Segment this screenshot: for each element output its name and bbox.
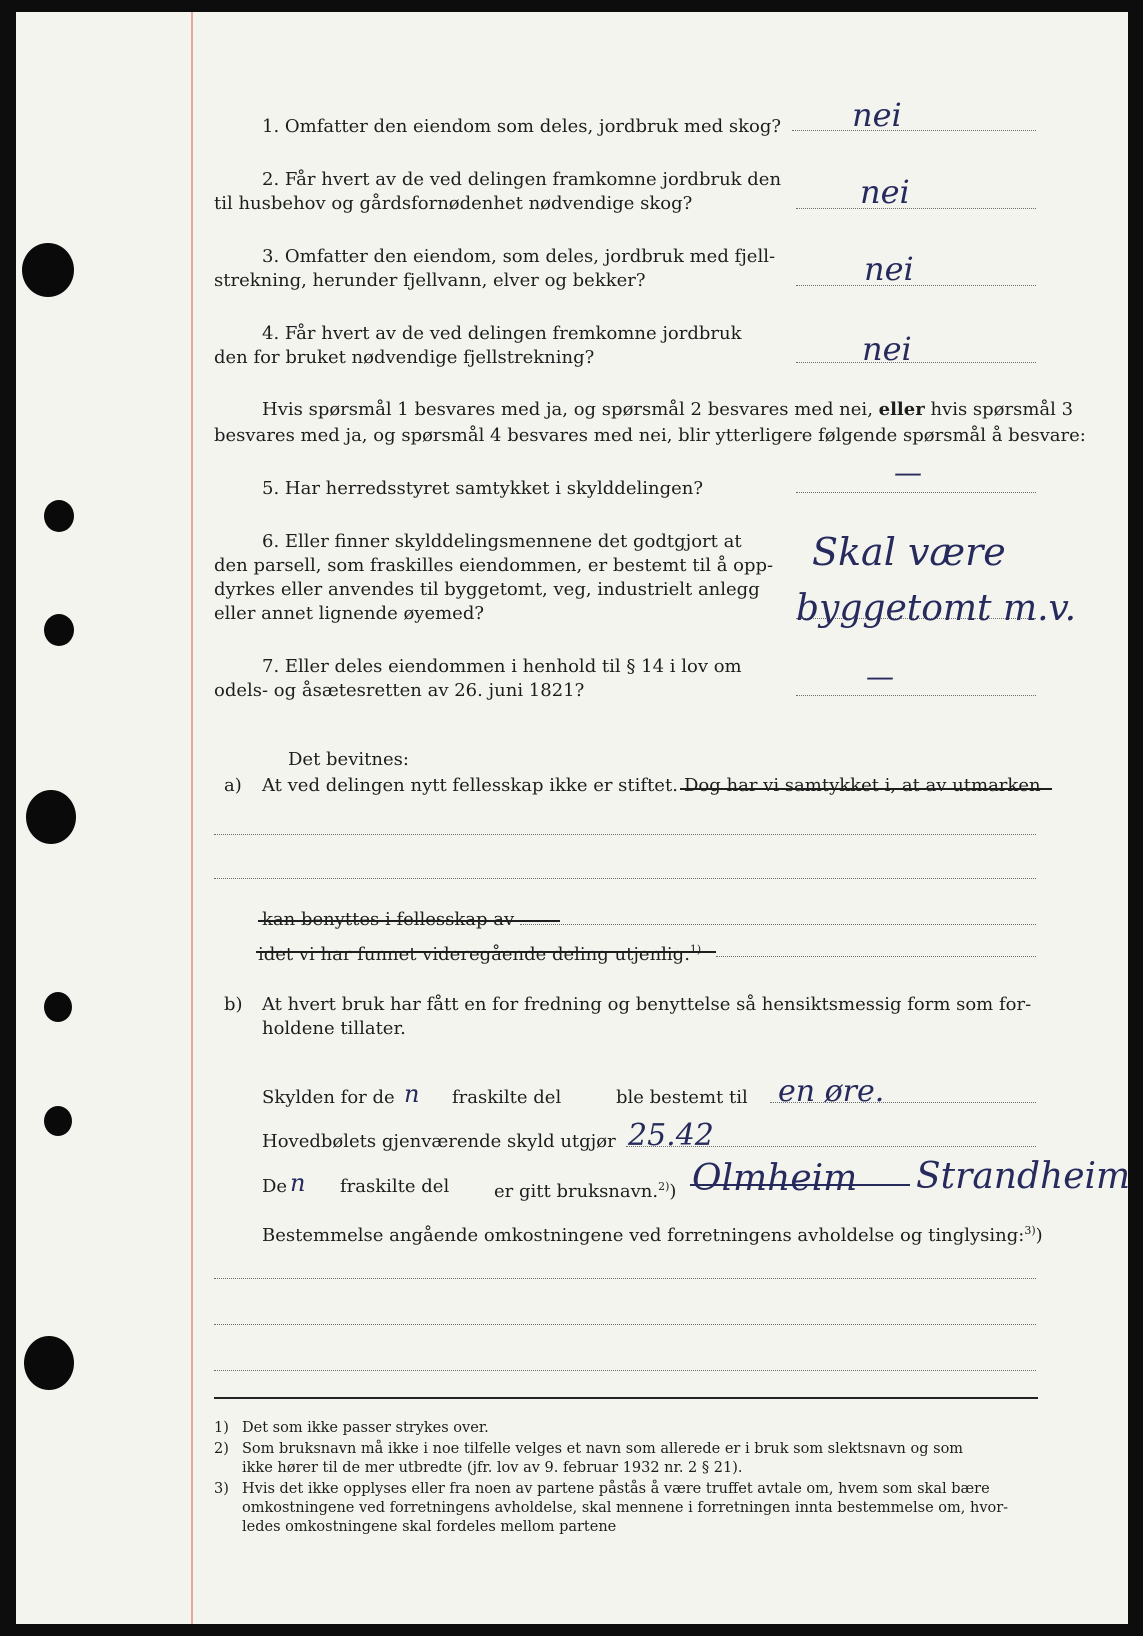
question-4-answer: nei (862, 330, 912, 368)
question-4-text: 4. Får hvert av de ved delingen fremkomne jordbruk (262, 323, 742, 344)
answer-line (792, 130, 1036, 131)
question-2-text: 2. Får hvert av de ved delingen framkomne jordbruk den (262, 169, 782, 190)
footnote-ref: 2) (658, 1180, 670, 1193)
answer-line (796, 492, 1036, 493)
bruksnavn-label: De (262, 1176, 288, 1197)
question-5-text: 5. Har herredsstyret samtykket i skylddelingen? (262, 478, 703, 499)
blank-line (214, 834, 1036, 835)
omkostninger-label (262, 1219, 1043, 1248)
answer-line (796, 695, 1036, 696)
question-3-text: strekning, herunder fjellvann, elver og bekker? (214, 270, 646, 291)
question-7-text: 7. Eller deles eiendommen i henhold til § 14 i lov om (262, 656, 742, 677)
condition-part: hvis spørsmål 3 (924, 399, 1074, 420)
strike-through (256, 951, 716, 953)
hovedbol-answer: 25.42 (628, 1118, 714, 1153)
footnote-mark: 2) (214, 1441, 229, 1457)
binder-hole (44, 614, 74, 646)
footnote-text: omkostningene ved forretningens avholdelse, skal mennene i forretningen innta bestemmelse om, hvor- (242, 1500, 1009, 1516)
footnote-mark: 3) (214, 1481, 229, 1497)
footnote-text: ikke hører til de mer utbredte (jfr. lov av 9. februar 1932 nr. 2 § 21). (242, 1460, 743, 1476)
question-1-answer: nei (852, 96, 902, 134)
attest-b-label: b) (224, 994, 243, 1015)
footnote-mark: 1) (214, 1420, 229, 1436)
blank-line (214, 878, 1036, 879)
strike-through (258, 920, 560, 922)
skyld-hw-ending: n (404, 1080, 420, 1108)
blank-line (214, 1370, 1036, 1371)
bruksnavn-label: fraskilte del (340, 1176, 450, 1197)
skyld-label: ble bestemt til (616, 1087, 748, 1108)
condition-part: Hvis spørsmål 1 besvares med ja, og spørsmål 2 besvares med nei, (262, 399, 879, 420)
question-6-text: eller annet lignende øyemed? (214, 603, 484, 624)
binder-hole (44, 500, 74, 532)
skyld-answer: en øre. (778, 1074, 885, 1109)
question-4-text: den for bruket nødvendige fjellstrekning? (214, 347, 595, 368)
blank-line (520, 924, 1036, 925)
skyld-label: fraskilte del (452, 1087, 562, 1108)
footnote-text: Hvis det ikke opplyses eller fra noen av partene påstås å være truffet avtale om, hvem som skal bære (242, 1481, 990, 1497)
binder-hole (26, 790, 76, 844)
footnote-text: Det som ikke passer strykes over. (242, 1420, 489, 1436)
answer-line (796, 362, 1036, 363)
footnote-ref: 1) (689, 943, 702, 956)
bruksnavn-struck-answer: Olmheim (692, 1158, 858, 1199)
skyld-label: Skylden for de (262, 1087, 395, 1108)
attest-b-text: holdene tillater. (262, 1018, 406, 1039)
struck-line: kan benyttes i fellesskap av (262, 909, 515, 930)
binder-hole (44, 1106, 72, 1136)
question-6-answer: Skal være (812, 530, 1006, 574)
question-3-text: 3. Omfatter den eiendom, som deles, jordbruk med fjell- (262, 246, 776, 267)
question-6-text: dyrkes eller anvendes til byggetomt, veg, industrielt anlegg (214, 579, 760, 600)
bracket: ) (669, 1181, 677, 1202)
omkostninger-label-text: Bestemmelse angående omkostningene ved forretningens avholdelse og tinglysing: (262, 1225, 1025, 1246)
question-3-answer: nei (864, 250, 914, 288)
footnote-text: ledes omkostningene skal fordeles mellom partene (242, 1519, 617, 1535)
attest-b-text: At hvert bruk har fått en for fredning og benyttelse så hensiktsmessig form som for- (262, 994, 1032, 1015)
blank-line (214, 1324, 1036, 1325)
binder-hole (22, 243, 74, 297)
bruksnavn-label-text: er gitt bruksnavn. (494, 1181, 659, 1202)
attest-a-label: a) (224, 775, 242, 796)
question-6-text: 6. Eller finner skylddelingsmennene det godtgjort at (262, 531, 742, 552)
blank-line (716, 956, 1036, 957)
bracket: ) (1035, 1225, 1043, 1246)
answer-line (796, 208, 1036, 209)
footnote-ref: 3) (1024, 1224, 1036, 1237)
bruksnavn-answer: Strandheim (916, 1156, 1131, 1197)
condition-text: besvares med ja, og spørsmål 4 besvares med nei, blir ytterligere følgende spørsmål å besvare: (214, 425, 1086, 446)
question-5-answer: — (894, 456, 922, 489)
footnote-text: Som bruksnavn må ikke i noe tilfelle velges et navn som allerede er i bruk som slektsnavn og som (242, 1441, 964, 1457)
hovedbol-label: Hovedbølets gjenværende skyld utgjør (262, 1131, 616, 1152)
question-6-answer: byggetomt m.v. (796, 588, 1077, 629)
attest-heading: Det bevitnes: (288, 749, 409, 770)
struck-line-text: idet vi har funnet videregående deling utjenlig. (258, 944, 690, 965)
question-1-text: 1. Omfatter den eiendom som deles, jordbruk med skog? (262, 116, 781, 137)
condition-emphasis: eller (878, 399, 925, 420)
footnote-rule (214, 1397, 1038, 1399)
question-2-text: til husbehov og gårdsfornødenhet nødvendige skog? (214, 193, 693, 214)
question-7-answer: — (866, 660, 894, 693)
question-6-text: den parsell, som fraskilles eiendommen, er bestemt til å opp- (214, 555, 774, 576)
margin-line (191, 12, 193, 1624)
blank-line (214, 1278, 1036, 1279)
strike-through (690, 1184, 910, 1186)
question-2-answer: nei (860, 173, 910, 211)
binder-hole (24, 1336, 74, 1390)
condition-text (262, 398, 1073, 422)
bruksnavn-hw-ending: n (290, 1169, 306, 1197)
strike-through (680, 788, 1052, 790)
attest-a-text: At ved delingen nytt fellesskap ikke er stiftet. (262, 775, 678, 796)
attest-a-struck: Dog har vi samtykket i, at av utmarken (684, 775, 1041, 796)
answer-line (796, 285, 1036, 286)
bruksnavn-label (494, 1175, 676, 1204)
binder-hole (44, 992, 72, 1022)
question-7-text: odels- og åsætesretten av 26. juni 1821? (214, 680, 585, 701)
